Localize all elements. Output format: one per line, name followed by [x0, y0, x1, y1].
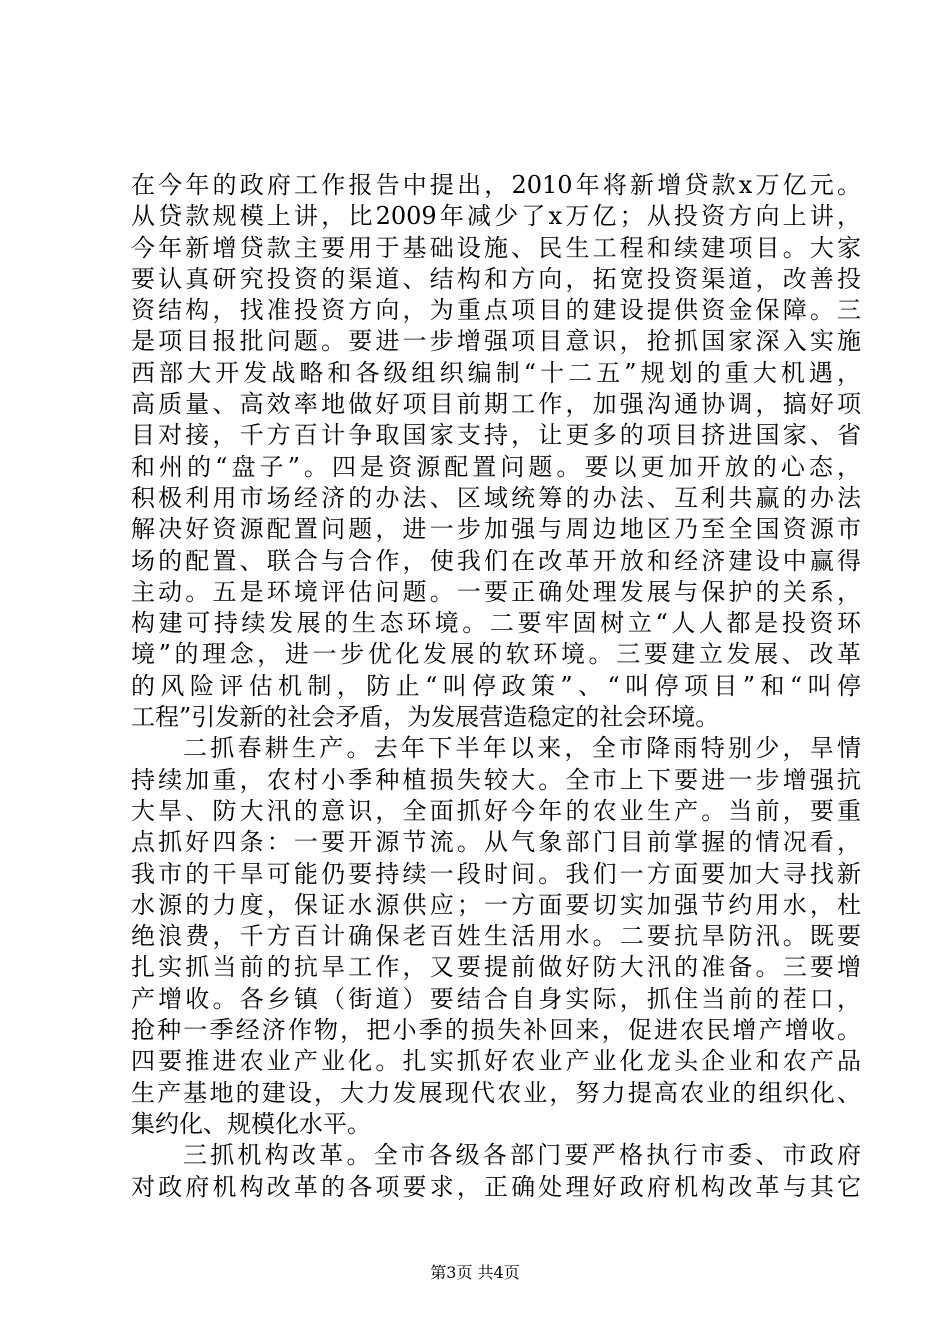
paragraph-2: [131, 733, 861, 1140]
text-line: 要认真研究投资的渠道、结构和方向，拓宽投资渠道，改善投: [131, 264, 861, 293]
text-line: 构建可持续发展的生态环境。二要牢固树立“人人都是投资环: [131, 609, 861, 638]
text-line: 集约化、规模化水平。: [131, 1109, 371, 1138]
text-line: 解决好资源配置问题，进一步加强与周边地区乃至全国资源市: [131, 515, 861, 544]
text-line: 对政府机构改革的各项要求，正确处理好政府机构改革与其它: [131, 1172, 861, 1201]
text-line: 生产基地的建设，大力发展现代农业，努力提高农业的组织化、: [131, 1078, 861, 1107]
text-line: 工程”引发新的社会矛盾，为发展营造稳定的社会环境。: [131, 703, 720, 732]
paragraph-1: [131, 170, 861, 733]
text-line: 持续加重，农村小季种植损失较大。全市上下要进一步增强抗: [131, 765, 861, 794]
text-line: 境”的理念，进一步优化发展的软环境。三要建立发展、改革: [131, 640, 861, 669]
text-line: 抢种一季经济作物，把小季的损失补回来，促进农民增产增收。: [131, 1016, 861, 1045]
page-footer: [0, 1263, 950, 1283]
text-line: 和州的“盘子”。四是资源配置问题。要以更加开放的心态，: [131, 452, 861, 481]
text-line: 的风险评估机制，防止“叫停政策”、“叫停项目”和“叫停: [131, 671, 861, 700]
text-line: 高质量、高效率地做好项目前期工作，加强沟通协调，搞好项: [131, 390, 861, 419]
text-line: 四要推进农业产业化。扎实抓好农业产业化龙头企业和农产品: [131, 1047, 861, 1076]
paragraph-3: [131, 1140, 861, 1203]
text-line: 目对接，千方百计争取国家支持，让更多的项目挤进国家、省: [131, 421, 861, 450]
text-line: 主动。五是环境评估问题。一要正确处理发展与保护的关系，: [131, 577, 861, 606]
text-line: 大旱、防大汛的意识，全面抓好今年的农业生产。当前，要重: [131, 796, 861, 825]
text-line: 产增收。各乡镇（街道）要结合自身实际，抓住当前的茬口，: [131, 984, 861, 1013]
text-line: 我市的干旱可能仍要持续一段时间。我们一方面要加大寻找新: [131, 859, 861, 888]
text-line: 是项目报批问题。要进一步增强项目意识，抢抓国家深入实施: [131, 327, 861, 356]
text-line: 今年新增贷款主要用于基础设施、民生工程和续建项目。大家: [131, 233, 861, 262]
text-line: 点抓好四条：一要开源节流。从气象部门目前掌握的情况看，: [131, 828, 861, 857]
text-line: 在今年的政府工作报告中提出，2010年将新增贷款x万亿元。: [131, 171, 861, 199]
text-line: 扎实抓当前的抗旱工作，又要提前做好防大汛的准备。三要增: [131, 953, 861, 982]
text-line: 绝浪费，千方百计确保老百姓生活用水。二要抗旱防汛。既要: [131, 922, 861, 951]
text-line: 二抓春耕生产。去年下半年以来，全市降雨特别少，旱情: [183, 734, 861, 763]
text-line: 西部大开发战略和各级组织编制“十二五”规划的重大机遇，: [131, 358, 861, 387]
text-line: 三抓机构改革。全市各级各部门要严格执行市委、市政府: [183, 1141, 861, 1170]
page-number-label: 第3页 共4页: [430, 1263, 520, 1282]
text-line: 资结构，找准投资方向，为重点项目的建设提供资金保障。三: [131, 296, 861, 325]
text-line: 场的配置、联合与合作，使我们在改革开放和经济建设中赢得: [131, 546, 861, 575]
text-line: 从贷款规模上讲，比2009年减少了x万亿；从投资方向上讲，: [131, 202, 861, 231]
document-body: [131, 170, 861, 1203]
text-line: 水源的力度，保证水源供应；一方面要切实加强节约用水，杜: [131, 890, 861, 919]
text-line: 积极利用市场经济的办法、区域统筹的办法、互利共赢的办法: [131, 483, 861, 512]
